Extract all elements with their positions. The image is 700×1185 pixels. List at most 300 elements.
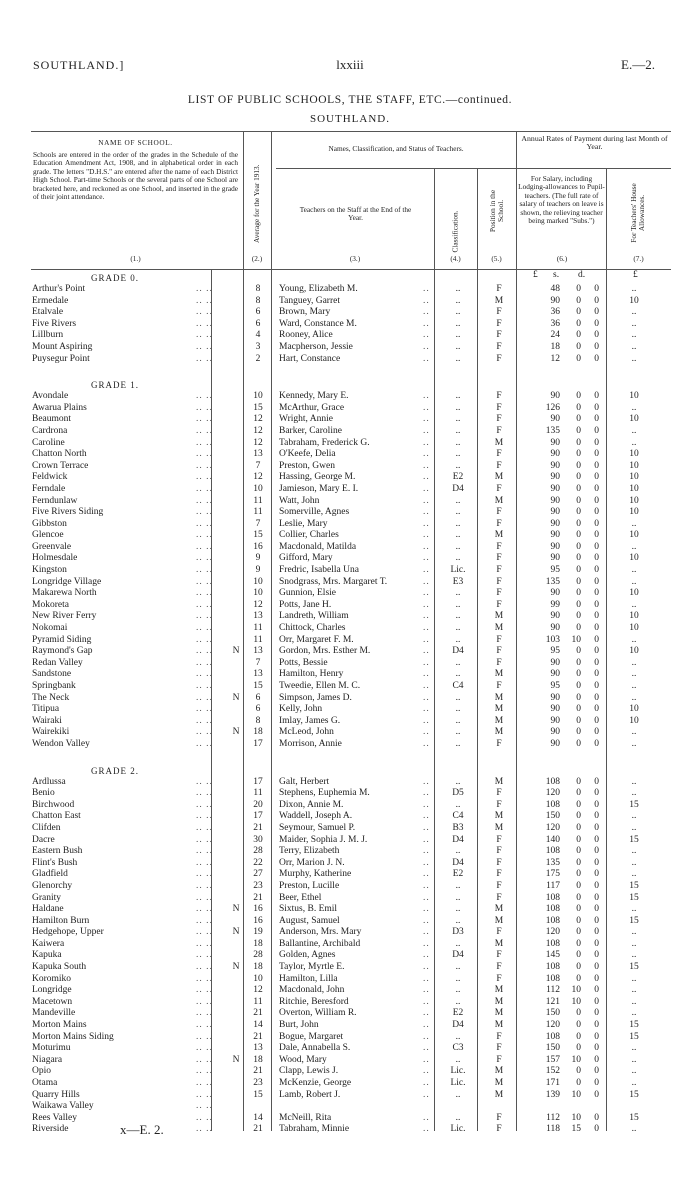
position: F [496,869,502,880]
house-allowance: .. [631,341,637,352]
salary-pounds: 90 [550,727,560,738]
leader-dots: .. [423,341,430,352]
position: M [494,623,504,634]
teacher-name: Wood, Mary [279,1054,327,1065]
house-allowance: 15 [629,915,639,926]
subheader-rule [276,168,671,169]
house-allowance: .. [631,1066,637,1077]
table-row [31,1020,671,1032]
salary-pounds: 150 [545,1043,560,1054]
teacher-name: Potts, Bessie [279,657,328,668]
teacher-name: Hart, Constance [279,353,341,364]
table-row [31,962,671,974]
salary-pence: 0 [594,915,599,926]
leader-dots: .. .. [196,307,213,318]
leader-dots: .. .. [196,541,213,552]
teacher-name: Maider, Sophia J. M. J. [279,834,368,845]
school-name: Kapuka South [32,962,87,973]
leader-dots: .. .. [196,460,213,471]
house-allowance: .. [631,950,637,961]
leader-dots: .. .. [196,869,213,880]
average-attendance: 7 [255,657,261,668]
teacher-name: Tabraham, Minnie [279,1124,350,1135]
leader-dots: .. .. [196,495,213,506]
salary-shillings: 0 [576,938,581,949]
house-allowance: 10 [629,715,639,726]
salary-shillings: 0 [576,973,581,984]
school-name: Waikawa Valley [32,1101,94,1112]
position: F [496,553,502,564]
salary-shillings: 0 [576,646,581,657]
leader-dots: .. [423,565,430,576]
average-attendance: 6 [255,704,261,715]
salary-pounds: 90 [550,472,560,483]
salary-pounds: 126 [545,402,560,413]
salary-pence: 0 [594,530,599,541]
salary-shillings: 0 [576,846,581,857]
school-name: Chatton East [32,811,81,822]
school-name: Moturimu [32,1043,71,1054]
salary-pence: 0 [594,599,599,610]
leader-dots: .. [423,425,430,436]
house-allowance: .. [631,518,637,529]
salary-pence: 0 [594,284,599,294]
house-allowance: 15 [629,962,639,973]
salary-pence: 0 [594,646,599,657]
house-allowance: .. [631,599,637,610]
house-allowance: .. [631,669,637,680]
position: F [496,565,502,576]
salary-shillings: 0 [576,576,581,587]
salary-shillings: 0 [576,788,581,799]
staff-column-header: Names, Classification, and Status of Teachers. [328,144,464,153]
position: F [496,483,502,494]
average-attendance: 11 [253,634,263,645]
average-attendance: 15 [253,530,263,541]
house-allowance: .. [631,330,637,341]
salary-pounds: 108 [545,962,560,973]
house-allowance: 10 [629,460,639,471]
salary-shillings: 0 [576,330,581,341]
leader-dots: .. .. [196,822,213,833]
position: M [494,811,504,822]
house-allowance: .. [631,904,637,915]
leader-dots: .. .. [196,857,213,868]
average-attendance: 23 [253,1078,263,1088]
school-name: Haldane [32,904,64,915]
salary-shillings: 0 [576,869,581,880]
classification-column-header: Classification. [450,210,460,253]
salary-pence: 0 [594,657,599,668]
school-name: Titipua [32,704,60,715]
school-name: Holmesdale [32,553,78,564]
house-allowance: .. [631,1124,637,1135]
salary-pounds: 90 [550,483,560,494]
teacher-name: Snodgrass, Mrs. Margaret T. [279,576,388,587]
leader-dots: .. [423,715,430,726]
leader-dots: .. .. [196,1008,213,1019]
classification: .. [455,588,461,599]
position: F [496,681,502,691]
leader-dots: .. [423,973,430,984]
classification: .. [455,507,461,518]
school-name: The Neck [32,692,70,703]
leader-dots: .. .. [196,623,213,634]
position: M [494,1020,504,1031]
salary-pounds: 112 [546,1112,560,1123]
teacher-name: Hamilton, Henry [279,669,344,680]
salary-pence: 0 [594,788,599,799]
table-row [31,611,671,623]
school-name: Kingston [32,565,67,576]
salary-pence: 0 [594,623,599,634]
average-attendance: 11 [253,495,263,506]
table-row [31,739,671,751]
salary-pounds: 108 [545,846,560,857]
table-row [31,553,671,565]
leader-dots: .. .. [196,704,213,715]
leader-dots: .. [423,704,430,715]
classification: D4 [452,646,464,657]
salary-pence: 0 [594,950,599,961]
leader-dots: .. [423,1124,430,1135]
leader-dots: .. [423,623,430,634]
position: M [494,472,504,483]
salary-shillings: 0 [576,727,581,738]
classification: B3 [452,822,464,833]
leader-dots: .. .. [196,834,213,845]
teacher-name: Terry, Elizabeth [279,846,340,857]
salary-pounds: 108 [545,938,560,949]
salary-shillings: 0 [576,623,581,634]
position: M [494,692,504,703]
classification: .. [455,518,461,529]
average-attendance: 22 [253,857,263,868]
leader-dots: .. [423,588,430,599]
salary-shillings: 0 [576,507,581,518]
leader-dots: .. [423,962,430,973]
position: M [494,727,504,738]
leader-dots: .. .. [196,402,213,413]
average-attendance: 21 [253,1008,263,1019]
position: M [494,530,504,541]
leader-dots: .. [423,657,430,668]
leader-dots: .. [423,904,430,915]
salary-pence: 0 [594,1020,599,1031]
salary-pounds: 108 [545,915,560,926]
allowance-pounds-label: £ [633,270,638,280]
salary-shillings: 0 [576,588,581,599]
position: F [496,353,502,364]
classification: .. [455,611,461,622]
leader-dots: .. .. [196,1066,213,1077]
teacher-name: Imlay, James G. [279,715,341,726]
teacher-name: Stephens, Euphemia M. [279,788,370,799]
part-time-mark: N [232,727,240,738]
salary-pence: 0 [594,962,599,973]
leader-dots: .. [423,857,430,868]
salary-shillings: 0 [576,1020,581,1031]
position: F [496,341,502,352]
page-title: LIST OF PUBLIC SCHOOLS, THE STAFF, ETC.—continued. [187,94,513,106]
house-allowance: .. [631,1008,637,1019]
salary-pence: 0 [594,985,599,996]
leader-dots: .. .. [196,681,213,691]
position: M [494,715,504,726]
salary-pounds: 90 [550,623,560,634]
leader-dots: .. [423,402,430,413]
leader-dots: .. .. [196,330,213,341]
salary-pence: 0 [594,880,599,891]
school-name: Otama [32,1078,58,1088]
salary-pence: 0 [594,449,599,460]
classification: .. [455,634,461,645]
school-name: Redan Valley [32,657,83,668]
salary-pence: 0 [594,1089,599,1100]
position: F [496,962,502,973]
table-row [31,307,671,319]
average-attendance: 16 [253,915,263,926]
house-allowance: .. [631,634,637,645]
salary-pence: 0 [594,353,599,364]
salary-pounds: 18 [550,341,560,352]
grade-gap [31,365,671,375]
house-allowance: 10 [629,483,639,494]
table-row [31,472,671,484]
salary-pence: 0 [594,391,599,402]
table-row [31,716,671,728]
document-code: E.—2. [621,57,655,72]
school-name: Pyramid Siding [32,634,92,645]
salary-shillings: 15 [571,1124,581,1135]
leader-dots: .. [423,611,430,622]
leader-dots: .. .. [196,449,213,460]
salary-pence: 0 [594,776,599,787]
salary-shillings: 0 [576,915,581,926]
school-name: Morton Mains Siding [32,1031,114,1042]
table-row [31,414,671,426]
salary-pence: 0 [594,330,599,341]
position: M [494,1078,504,1088]
salary-pounds: 108 [545,1031,560,1042]
region-subtitle: SOUTHLAND. [310,113,390,125]
teacher-name: Preston, Gwen [279,460,335,471]
school-name: Gibbston [32,518,67,529]
position: F [496,449,502,460]
salary-shillings: 0 [576,950,581,961]
salary-shillings: 0 [576,962,581,973]
teacher-name: Dixon, Annie M. [279,799,344,810]
salary-shillings: 0 [576,1066,581,1077]
table-row [31,542,671,554]
salary-pounds: 24 [550,330,560,341]
salary-shillings: 10 [571,1089,581,1100]
house-allowance: .. [631,692,637,703]
classification: .. [455,692,461,703]
teacher-name: Macdonald, Matilda [279,541,357,552]
house-allowance: 10 [629,495,639,506]
school-name: Hedgehope, Upper [32,927,104,938]
salary-pence: 0 [594,1078,599,1088]
leader-dots: .. .. [196,507,213,518]
salary-pounds: 90 [550,669,560,680]
table-row [31,881,671,893]
table-row [31,727,671,739]
table-row [31,893,671,905]
leader-dots: .. .. [196,284,213,294]
salary-shillings: 0 [576,565,581,576]
table-row [31,1090,671,1102]
position: F [496,857,502,868]
position: F [496,799,502,810]
average-attendance: 21 [253,822,263,833]
salary-pence: 0 [594,541,599,552]
school-name: Cardrona [32,425,68,436]
table-row [31,777,671,789]
classification: D4 [452,950,464,961]
table-row [31,354,671,366]
salary-pounds: 140 [545,834,560,845]
teacher-name: Ballantine, Archibald [279,938,361,949]
position: F [496,318,502,329]
salary-shillings: 0 [576,822,581,833]
classification: C3 [452,1043,464,1054]
average-attendance: 10 [253,576,263,587]
shillings-label: s. [553,270,560,280]
part-time-mark: N [232,692,240,703]
position: F [496,1043,502,1054]
salary-pence: 0 [594,715,599,726]
teacher-name: Clapp, Lewis J. [279,1066,339,1077]
classification: .. [455,1112,461,1123]
salary-shillings: 0 [576,738,581,749]
table-row [31,997,671,1009]
position: F [496,927,502,938]
table-row [31,823,671,835]
salary-pence: 0 [594,692,599,703]
classification: .. [455,449,461,460]
average-attendance: 28 [253,846,263,857]
table-row [31,426,671,438]
school-name: Granity [32,892,62,903]
average-attendance: 16 [253,904,263,915]
leader-dots: .. .. [196,472,213,483]
leader-dots: .. [423,799,430,810]
classification: Lic. [450,1124,466,1135]
table-row [31,530,671,542]
school-name: Ferndunlaw [32,495,78,506]
table-row [31,904,671,916]
school-name: Benio [32,788,55,799]
salary-shillings: 0 [576,681,581,691]
leader-dots: .. [423,938,430,949]
house-allowance: .. [631,681,637,691]
leader-dots: .. [423,541,430,552]
school-name: Mount Aspiring [32,341,93,352]
col-num-6: (6.) [556,254,568,263]
leader-dots: .. [423,472,430,483]
position: M [494,1066,504,1077]
house-allowance: .. [631,1078,637,1088]
salary-pounds: 90 [550,518,560,529]
classification: .. [455,738,461,749]
house-allowance: 15 [629,1031,639,1042]
position: F [496,307,502,318]
salary-pounds: 175 [545,869,560,880]
salary-pence: 0 [594,799,599,810]
salary-pence: 0 [594,1066,599,1077]
house-allowance: 10 [629,704,639,715]
salary-pence: 0 [594,1112,599,1123]
salary-shillings: 0 [576,318,581,329]
salary-shillings: 0 [576,541,581,552]
school-name: Niagara [32,1054,63,1065]
salary-pounds: 117 [546,880,560,891]
house-allowance: .. [631,846,637,857]
salary-pounds: 90 [550,507,560,518]
classification: .. [455,1031,461,1042]
salary-pounds: 90 [550,588,560,599]
teacher-name: Orr, Marion J. N. [279,857,345,868]
average-attendance: 19 [253,927,263,938]
classification: D4 [452,483,464,494]
school-name: Caroline [32,437,65,448]
position: F [496,950,502,961]
leader-dots: .. .. [196,811,213,822]
classification: .. [455,391,461,402]
position: M [494,904,504,915]
teacher-name: Murphy, Katherine [279,869,352,880]
salary-pounds: 36 [550,318,560,329]
salary-shillings: 0 [576,341,581,352]
col-num-3: (3.) [349,254,361,263]
teacher-name: Orr, Margaret F. M. [279,634,354,645]
classification: D5 [452,788,464,799]
salary-shillings: 0 [576,295,581,306]
leader-dots: .. .. [196,904,213,915]
salary-pence: 0 [594,1043,599,1054]
house-allowance: .. [631,541,637,552]
house-allowance: 10 [629,623,639,634]
salary-pence: 0 [594,553,599,564]
position: M [494,938,504,949]
salary-pence: 0 [594,1054,599,1065]
average-attendance: 12 [253,472,263,483]
salary-pounds: 139 [545,1089,560,1100]
salary-pounds: 90 [550,414,560,425]
teacher-name: Gordon, Mrs. Esther M. [279,646,371,657]
leader-dots: .. .. [196,1124,213,1135]
classification: D4 [452,857,464,868]
position: F [496,1124,502,1135]
position: F [496,518,502,529]
house-allowance: .. [631,776,637,787]
table-row [31,658,671,670]
salary-column-header: For Salary, including Lodging-allowances to Pupil-teachers. (The full rate of salary of teachers on leave is shown, the relieving teacher being marked "Subs.") [518,174,605,226]
teacher-name: Kelly, John [279,704,323,715]
salary-shillings: 0 [576,704,581,715]
classification: .. [455,962,461,973]
salary-pounds: 120 [545,1020,560,1031]
salary-shillings: 0 [576,284,581,294]
salary-pence: 0 [594,437,599,448]
school-name: Kapuka [32,950,62,961]
house-allowance: .. [631,996,637,1007]
table-row [31,800,671,812]
footer-signature: x—E. 2. [120,1122,164,1137]
salary-pence: 0 [594,738,599,749]
classification: .. [455,799,461,810]
